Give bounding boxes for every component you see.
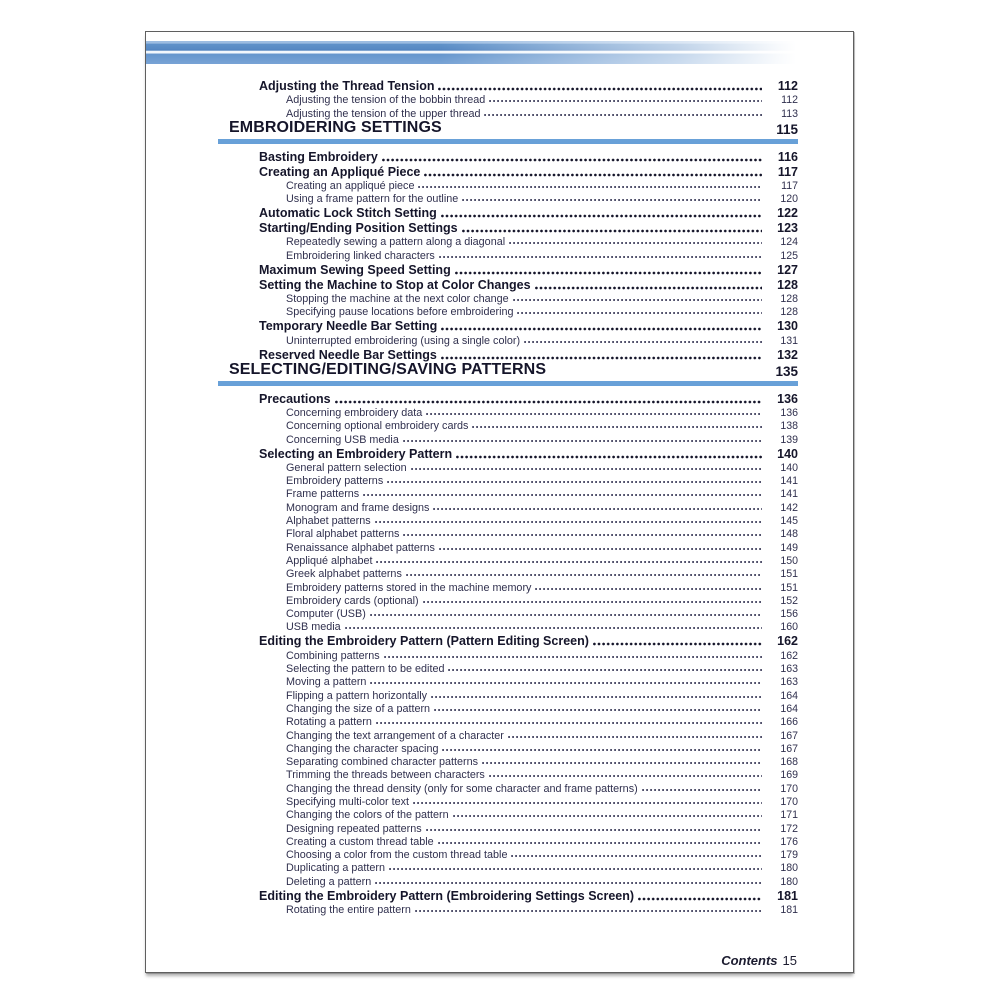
toc-entry-label: Precautions: [259, 391, 331, 406]
toc-section-header[interactable]: [218, 118, 798, 144]
toc-entry[interactable]: [259, 78, 798, 93]
dot-leader: [382, 157, 762, 163]
toc-subentry[interactable]: [286, 702, 798, 715]
toc-subentry[interactable]: [286, 675, 798, 688]
toc-subentry[interactable]: [286, 742, 798, 755]
toc-entry-label: USB media: [286, 621, 341, 634]
toc-entry-page-number: 167: [780, 729, 798, 742]
toc-subentry[interactable]: [286, 474, 798, 487]
toc-entry-label: Creating an appliqué piece: [286, 179, 415, 192]
toc-entry-label: General pattern selection: [286, 461, 407, 474]
dot-leader: [370, 612, 762, 618]
dot-leader: [345, 625, 762, 631]
dot-leader: [439, 254, 762, 260]
toc-subentry[interactable]: [286, 419, 798, 432]
toc-section-title: SELECTING/EDITING/SAVING PATTERNS: [229, 360, 547, 378]
toc-entry-label: Selecting an Embroidery Pattern: [259, 446, 453, 461]
dot-leader: [642, 787, 762, 793]
toc-entry-label: Adjusting the tension of the upper thread: [286, 107, 481, 120]
toc-entry-label: Changing the size of a pattern: [286, 702, 431, 715]
dot-leader: [441, 326, 762, 332]
toc-entry-page-number: 124: [780, 236, 798, 249]
toc-entry-label: Maximum Sewing Speed Setting: [259, 262, 451, 277]
toc-subentry[interactable]: [286, 594, 798, 607]
toc-entry[interactable]: [259, 277, 798, 292]
toc-entry[interactable]: [259, 262, 798, 277]
toc-entry-label: Embroidering linked characters: [286, 249, 435, 262]
toc-entry[interactable]: [259, 164, 798, 179]
toc-entry-page-number: 181: [777, 888, 798, 903]
toc-entry-page-number: 148: [780, 528, 798, 541]
dot-leader: [406, 572, 762, 578]
toc-subentry[interactable]: [286, 500, 798, 513]
toc-entry-label: Renaissance alphabet patterns: [286, 541, 435, 554]
toc-entry-label: Reserved Needle Bar Settings: [259, 347, 437, 362]
toc-entry-label: Selecting the pattern to be edited: [286, 663, 445, 676]
toc-entry-label: Deleting a pattern: [286, 875, 372, 888]
toc-entry-page-number: 132: [777, 347, 798, 362]
toc-entry-label: Floral alphabet patterns: [286, 528, 400, 541]
toc-entry-label: Flipping a pattern horizontally: [286, 689, 428, 702]
dot-leader: [535, 285, 762, 291]
toc-entry-label: Specifying pause locations before embroidering: [286, 306, 514, 319]
toc-entry-label: Choosing a color from the custom thread table: [286, 849, 508, 862]
toc-subentry[interactable]: [286, 333, 798, 346]
toc-entry-label: Creating an Appliqué Piece: [259, 164, 421, 179]
dot-leader: [426, 827, 762, 833]
toc-entry-page-number: 120: [780, 193, 798, 206]
toc-entry-label: Automatic Lock Stitch Setting: [259, 206, 437, 221]
toc-entry-page-number: 180: [780, 875, 798, 888]
dot-leader: [375, 519, 762, 525]
dot-leader: [524, 339, 762, 345]
toc-entry-label: Combining patterns: [286, 649, 380, 662]
toc-subentry[interactable]: [286, 848, 798, 861]
toc-entry-page-number: 122: [777, 206, 798, 221]
toc-entry-page-number: 171: [780, 809, 798, 822]
toc-subentry[interactable]: [286, 461, 798, 474]
toc-entry-page-number: 113: [781, 107, 798, 120]
toc-entry-page-number: 140: [777, 446, 798, 461]
toc-subentry[interactable]: [286, 607, 798, 620]
toc-entry-page-number: 112: [777, 79, 798, 93]
toc-entry-page-number: 123: [777, 221, 798, 236]
toc-section-page-number: 135: [775, 363, 798, 379]
toc-subentry[interactable]: [286, 861, 798, 874]
dot-leader: [593, 641, 762, 647]
toc-entry-page-number: 128: [780, 306, 798, 319]
toc-entry-page-number: 131: [780, 334, 798, 347]
toc-entry-page-number: 162: [777, 634, 798, 649]
toc-entry-page-number: 166: [780, 716, 798, 729]
toc-entry-label: Adjusting the tension of the bobbin thread: [286, 94, 486, 107]
toc-entry-label: Stopping the machine at the next color change: [286, 293, 509, 306]
toc-entry-label: Temporary Needle Bar Setting: [259, 319, 438, 334]
toc-entry-page-number: 172: [780, 822, 798, 835]
toc-subentry[interactable]: [286, 487, 798, 500]
toc-entry-page-number: 136: [780, 406, 798, 419]
toc-subentry[interactable]: [286, 728, 798, 741]
toc-subentry[interactable]: [286, 305, 798, 318]
toc-subentry[interactable]: [286, 540, 798, 553]
dot-leader: [511, 853, 762, 859]
toc-subentry[interactable]: [286, 755, 798, 768]
dot-leader: [472, 424, 762, 430]
dot-leader: [418, 184, 762, 190]
toc-section-title: EMBROIDERING SETTINGS: [229, 118, 442, 136]
toc-entry-page-number: 130: [777, 319, 798, 334]
toc-subentry[interactable]: [286, 248, 798, 261]
toc-entry-page-number: 136: [777, 391, 798, 406]
toc-entry-page-number: 145: [780, 515, 798, 528]
toc-entry-page-number: 141: [780, 475, 798, 488]
dot-leader: [431, 694, 762, 700]
toc-entry[interactable]: [259, 149, 798, 164]
toc-section-header[interactable]: [218, 360, 798, 386]
toc-entry-label: Appliqué alphabet: [286, 554, 373, 567]
dot-leader: [513, 297, 762, 303]
toc-entry-label: Changing the colors of the pattern: [286, 809, 449, 822]
toc-entry-label: Concerning embroidery data: [286, 406, 423, 419]
toc-entry-label: Embroidery patterns: [286, 475, 384, 488]
toc-entry-label: Embroidery patterns stored in the machine memory: [286, 581, 532, 594]
toc-subentry[interactable]: [286, 662, 798, 675]
toc-entry-page-number: 128: [777, 277, 798, 292]
dot-leader: [517, 310, 762, 316]
toc-entry-page-number: 117: [777, 164, 798, 179]
toc-entry-page-number: 164: [780, 689, 798, 702]
toc-entry-label: Embroidery cards (optional): [286, 594, 419, 607]
toc-subentry[interactable]: [286, 567, 798, 580]
toc-entry-label: Creating a custom thread table: [286, 835, 434, 848]
toc-subentry[interactable]: [286, 93, 798, 106]
dot-leader: [442, 747, 762, 753]
dot-leader: [448, 667, 762, 673]
dot-leader: [424, 172, 762, 178]
toc-entry[interactable]: [259, 205, 798, 220]
toc-entry-label: Duplicating a pattern: [286, 862, 386, 875]
toc-entry-page-number: 168: [780, 756, 798, 769]
dot-leader: [411, 466, 762, 472]
toc-subentry[interactable]: [286, 808, 798, 821]
toc-entry-page-number: 170: [780, 795, 798, 808]
dot-leader: [509, 240, 762, 246]
toc-entry-page-number: 181: [780, 904, 798, 917]
toc-entry-label: Changing the thread density (only for some character and frame patterns): [286, 782, 638, 795]
toc-entry-page-number: 169: [780, 769, 798, 782]
toc-subentry[interactable]: [286, 781, 798, 794]
toc-entry[interactable]: [259, 633, 798, 648]
toc-entry[interactable]: [259, 446, 798, 461]
toc-entry-label: Computer (USB): [286, 608, 366, 621]
toc-entry-page-number: 128: [780, 293, 798, 306]
toc-list: [218, 78, 798, 916]
dot-leader: [482, 760, 762, 766]
dot-leader: [376, 559, 762, 565]
dot-leader: [508, 734, 762, 740]
toc-entry-label: Using a frame pattern for the outline: [286, 193, 459, 206]
toc-entry-page-number: 151: [780, 568, 798, 581]
toc-entry-label: Frame patterns: [286, 488, 360, 501]
toc-entry[interactable]: [259, 391, 798, 406]
toc-subentry[interactable]: [286, 715, 798, 728]
toc-entry[interactable]: [259, 347, 798, 362]
toc-entry-page-number: 141: [780, 488, 798, 501]
toc-subentry[interactable]: [286, 554, 798, 567]
dot-leader: [370, 680, 762, 686]
toc-entry-label: Changing the character spacing: [286, 742, 439, 755]
dot-leader: [535, 586, 762, 592]
dot-leader: [489, 98, 762, 104]
toc-entry-page-number: 138: [780, 420, 798, 433]
toc-subentry[interactable]: [286, 821, 798, 834]
toc-entry-page-number: 167: [780, 742, 798, 755]
toc-entry-page-number: 151: [780, 581, 798, 594]
toc-entry-label: Concerning optional embroidery cards: [286, 420, 469, 433]
toc-entry-label: Editing the Embroidery Pattern (Pattern Editing Screen): [259, 634, 589, 649]
toc-entry-page-number: 170: [780, 782, 798, 795]
toc-entry-label: Uninterrupted embroidering (using a single color): [286, 334, 521, 347]
toc-entry[interactable]: [259, 318, 798, 333]
toc-entry-label: Basting Embroidery: [259, 149, 378, 164]
toc-entry-page-number: 160: [780, 621, 798, 634]
toc-subentry[interactable]: [286, 620, 798, 633]
toc-entry[interactable]: [259, 220, 798, 235]
toc-subentry[interactable]: [286, 903, 798, 916]
toc-subentry[interactable]: [286, 648, 798, 661]
toc-entry-label: Trimming the threads between characters: [286, 769, 485, 782]
dot-leader: [389, 866, 762, 872]
toc-entry-page-number: 150: [780, 554, 798, 567]
dot-leader: [489, 773, 762, 779]
toc-entry-label: Adjusting the Thread Tension: [259, 79, 435, 93]
dot-leader: [376, 720, 762, 726]
dot-leader: [455, 270, 762, 276]
toc-entry-page-number: 127: [777, 262, 798, 277]
toc-subentry[interactable]: [286, 688, 798, 701]
toc-subentry[interactable]: [286, 514, 798, 527]
toc-entry-label: Moving a pattern: [286, 676, 367, 689]
dot-leader: [441, 213, 762, 219]
dot-leader: [484, 112, 762, 118]
toc-subentry[interactable]: [286, 106, 798, 119]
dot-leader: [439, 546, 762, 552]
toc-entry-label: Rotating the entire pattern: [286, 904, 411, 917]
toc-subentry[interactable]: [286, 580, 798, 593]
toc-entry[interactable]: [259, 888, 798, 903]
toc-subentry[interactable]: [286, 406, 798, 419]
toc-entry-page-number: 176: [780, 835, 798, 848]
dot-leader: [462, 197, 762, 203]
toc-entry-page-number: 162: [780, 649, 798, 662]
toc-entry-label: Greek alphabet patterns: [286, 568, 402, 581]
dot-leader: [438, 86, 762, 92]
toc-entry-label: Designing repeated patterns: [286, 822, 422, 835]
toc-entry-label: Setting the Machine to Stop at Color Changes: [259, 277, 531, 292]
toc-entry-label: Repeatedly sewing a pattern along a diagonal: [286, 236, 506, 249]
toc-entry-label: Monogram and frame designs: [286, 501, 430, 514]
dot-leader: [403, 532, 762, 538]
toc-subentry[interactable]: [286, 432, 798, 445]
toc-subentry[interactable]: [286, 768, 798, 781]
dot-leader: [456, 454, 762, 460]
toc-entry-page-number: 142: [780, 501, 798, 514]
dot-leader: [426, 411, 762, 417]
dot-leader: [363, 492, 762, 498]
toc-subentry[interactable]: [286, 179, 798, 192]
footer-page-number: 15: [782, 953, 797, 968]
toc-entry-page-number: 163: [780, 663, 798, 676]
toc-entry-label: Editing the Embroidery Pattern (Embroidering Settings Screen): [259, 888, 635, 903]
toc-entry-label: Specifying multi-color text: [286, 795, 410, 808]
dot-leader: [638, 896, 762, 902]
dot-leader: [387, 479, 762, 485]
dot-leader: [462, 228, 762, 234]
toc-entry-label: Rotating a pattern: [286, 716, 372, 729]
toc-entry-page-number: 149: [780, 541, 798, 554]
footer-section-label: Contents: [721, 953, 778, 968]
toc-entry-label: Separating combined character patterns: [286, 756, 479, 769]
dot-leader: [415, 908, 762, 914]
toc-entry-page-number: 164: [780, 702, 798, 715]
toc-entry-page-number: 152: [780, 594, 798, 607]
toc-entry-page-number: 116: [777, 149, 798, 164]
toc-entry-label: Changing the text arrangement of a character: [286, 729, 504, 742]
toc-subentry[interactable]: [286, 235, 798, 248]
dot-leader: [413, 800, 762, 806]
toc-entry-page-number: 163: [780, 676, 798, 689]
toc-entry-label: Alphabet patterns: [286, 515, 371, 528]
page-footer: [721, 953, 797, 968]
toc-subentry[interactable]: [286, 192, 798, 205]
toc-subentry[interactable]: [286, 292, 798, 305]
dot-leader: [423, 599, 762, 605]
dot-leader: [433, 506, 762, 512]
toc-entry-page-number: 179: [780, 849, 798, 862]
toc-section-page-number: 115: [776, 121, 798, 137]
toc-entry-page-number: 117: [781, 179, 798, 192]
toc-entry-page-number: 125: [780, 249, 798, 262]
dot-leader: [453, 813, 762, 819]
toc-entry-page-number: 156: [780, 608, 798, 621]
toc-subentry[interactable]: [286, 795, 798, 808]
toc-entry-page-number: 139: [780, 433, 798, 446]
toc-entry-page-number: 140: [780, 461, 798, 474]
dot-leader: [438, 840, 762, 846]
header-decorative-bar: [146, 41, 796, 64]
toc-entry-label: Concerning USB media: [286, 433, 399, 446]
dot-leader: [403, 438, 762, 444]
dot-leader: [384, 654, 762, 660]
dot-leader: [434, 707, 762, 713]
toc-entry-page-number: 180: [780, 862, 798, 875]
manual-page: [145, 31, 854, 973]
dot-leader: [335, 399, 762, 405]
toc-subentry[interactable]: [286, 835, 798, 848]
dot-leader: [375, 880, 762, 886]
toc-subentry[interactable]: [286, 527, 798, 540]
toc-subentry[interactable]: [286, 874, 798, 887]
toc-entry-page-number: 112: [781, 94, 798, 107]
toc-entry-label: Starting/Ending Position Settings: [259, 221, 458, 236]
